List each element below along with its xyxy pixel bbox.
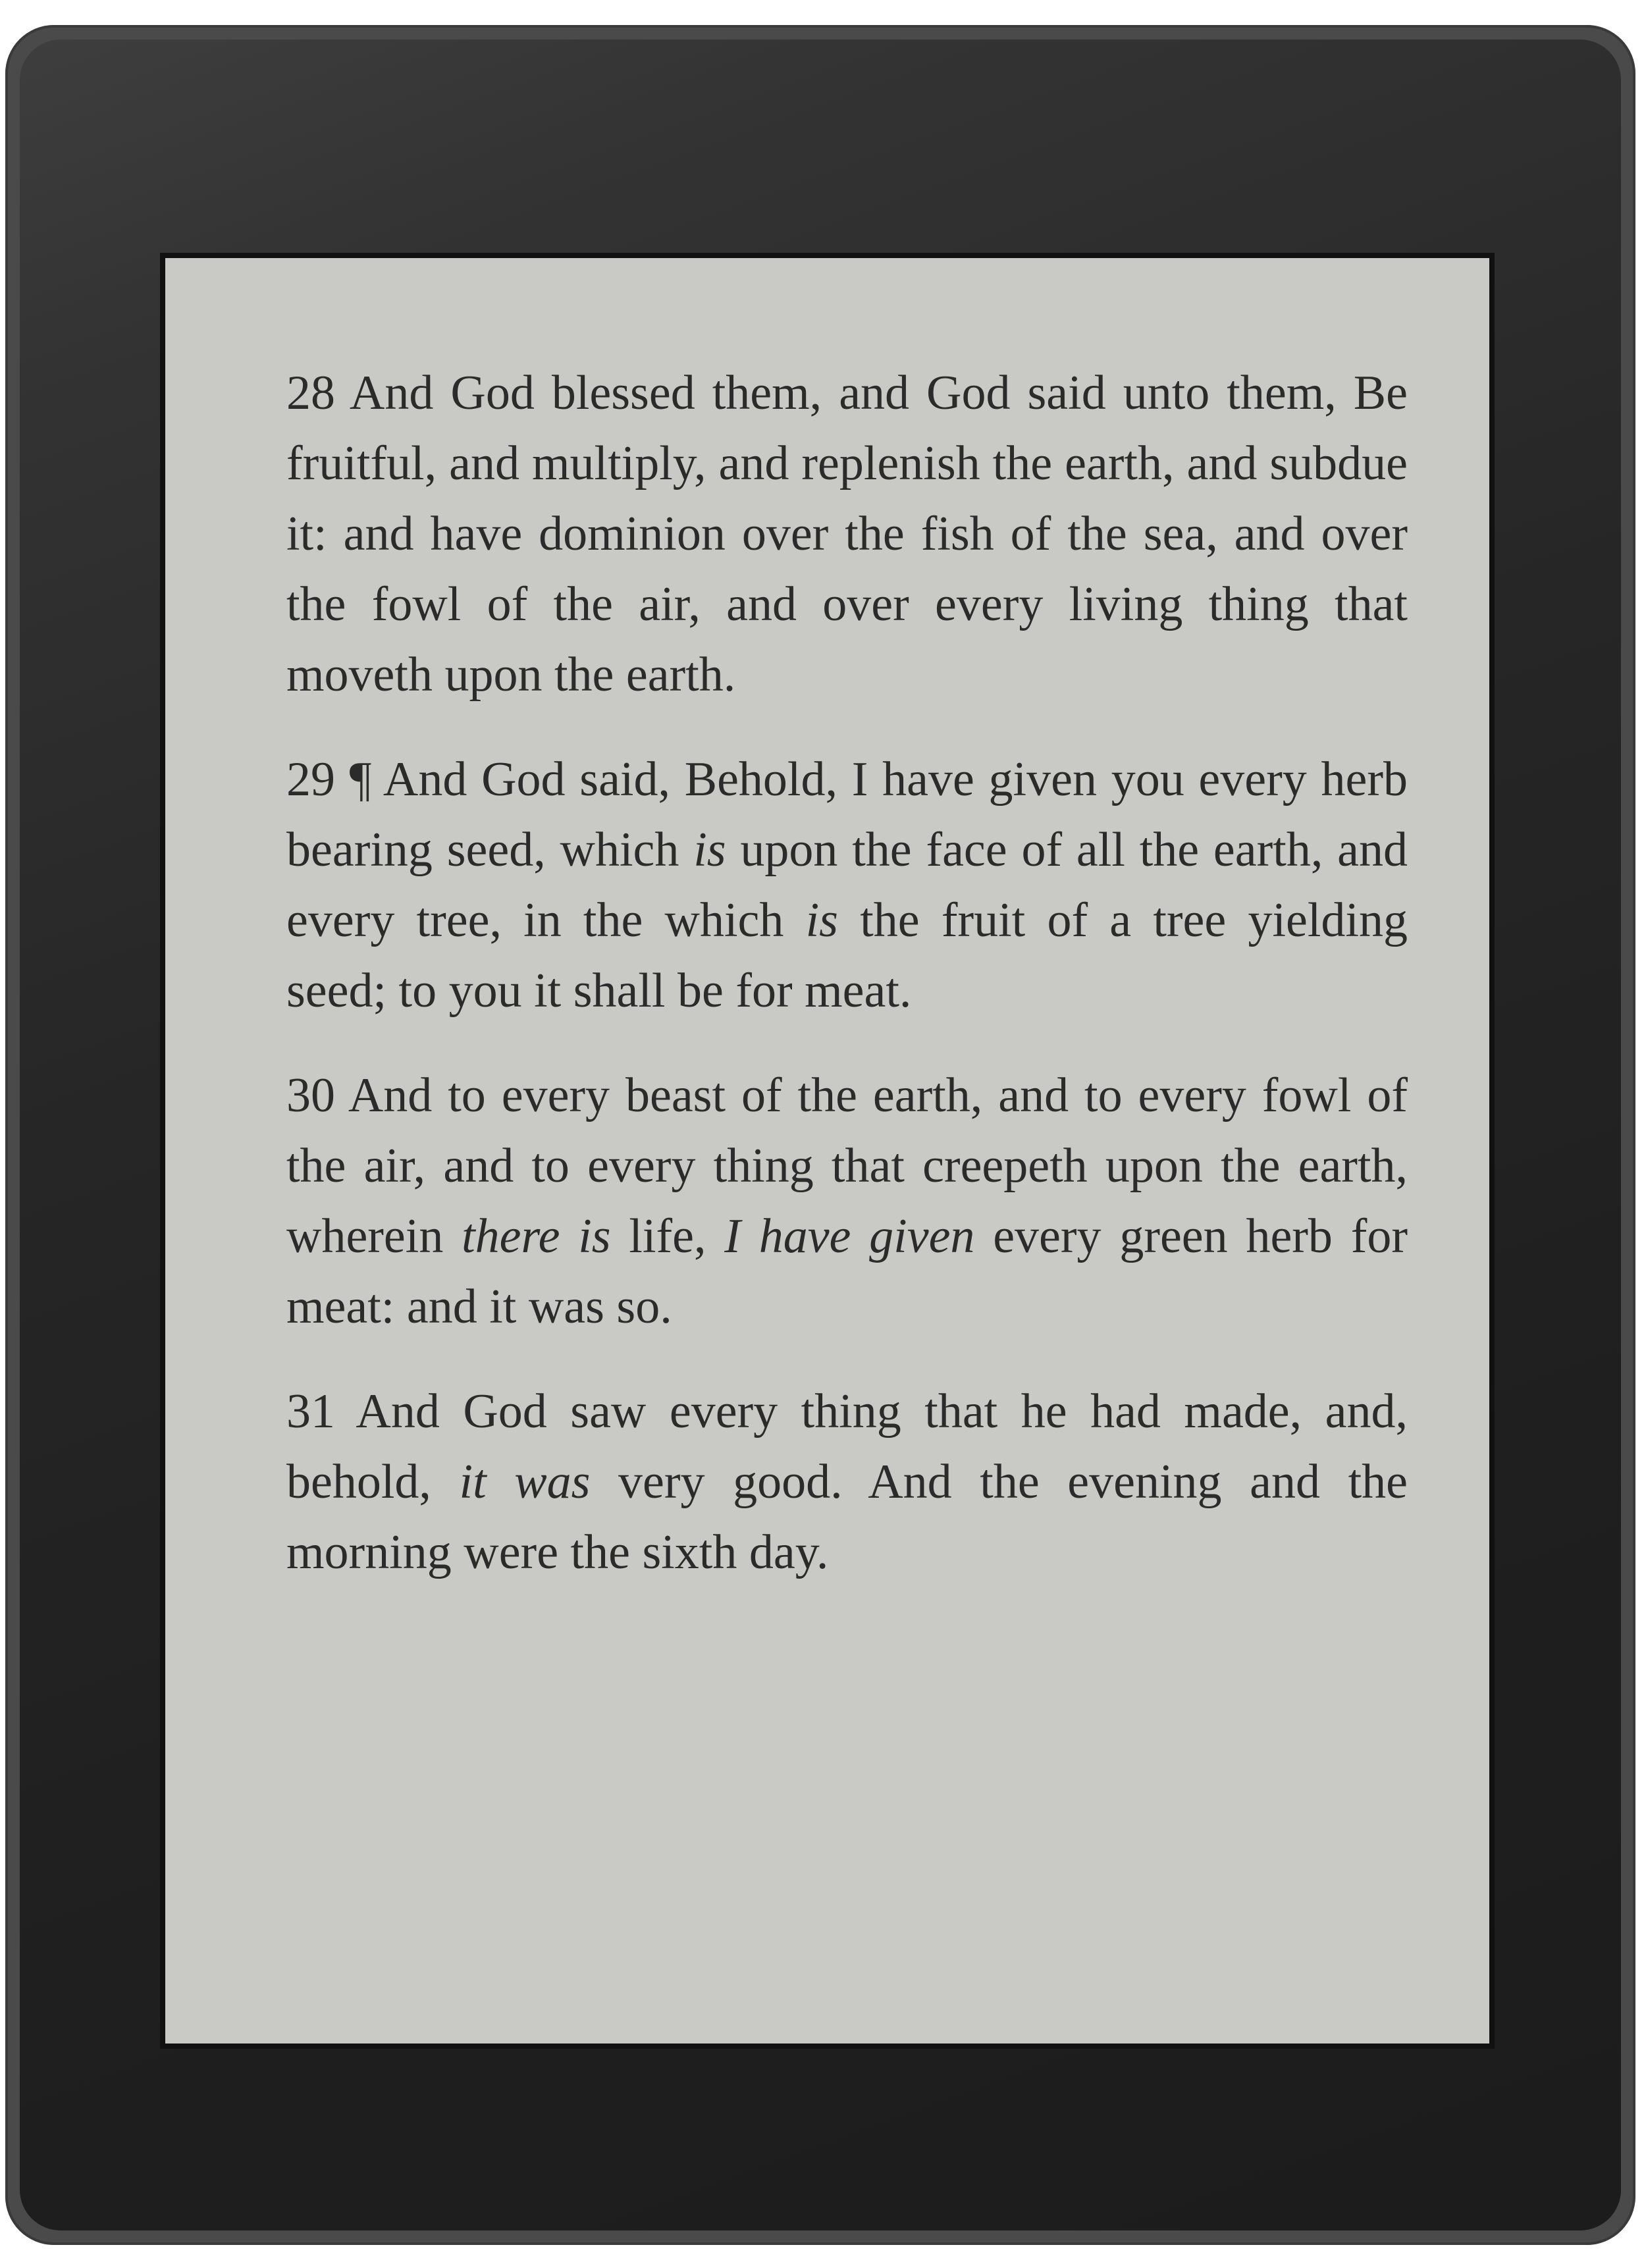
- verse-text: every green herb for meat: and it was so.: [286, 1209, 1408, 1334]
- verse-italic-text: there is: [462, 1209, 611, 1263]
- verse-italic-text: is: [805, 893, 838, 947]
- verse-31: [286, 1377, 1408, 1588]
- verse-italic-text: it was: [459, 1455, 591, 1509]
- verse-text: 30 And to every beast of the earth, and to every fowl of the air, and to every thing that creepeth upon the earth, wherein: [286, 1068, 1408, 1263]
- verse-30: [286, 1061, 1408, 1342]
- verse-text: very good. And the evening and the morning were the sixth day.: [286, 1455, 1408, 1579]
- verse-italic-text: is: [693, 823, 726, 877]
- verse-text: 29 ¶ And God said, Behold, I have given you every herb bearing seed, which: [286, 752, 1408, 877]
- verse-28: [286, 358, 1408, 710]
- verse-text: life,: [610, 1209, 725, 1263]
- ereader-device: [5, 25, 1635, 2245]
- reader-screen[interactable]: [160, 253, 1495, 2049]
- verse-text: the fruit of a tree yielding seed; to you it shall be for meat.: [286, 893, 1408, 1018]
- verse-text: upon the face of all the earth, and every tree, in the which: [286, 823, 1408, 947]
- verse-29: [286, 745, 1408, 1026]
- page-content: [286, 358, 1408, 1622]
- verse-text: 28 And God blessed them, and God said unto them, Be fruitful, and multiply, and replenish the earth, and subdue it: and have dominion over the fish of the sea, and over the fowl of the air, and over every living thing that moveth upon the earth.: [286, 366, 1408, 702]
- verse-text: 31 And God saw every thing that he had made, and, behold,: [286, 1385, 1408, 1509]
- device-bezel: [20, 40, 1621, 2230]
- verse-italic-text: I have given: [724, 1209, 975, 1263]
